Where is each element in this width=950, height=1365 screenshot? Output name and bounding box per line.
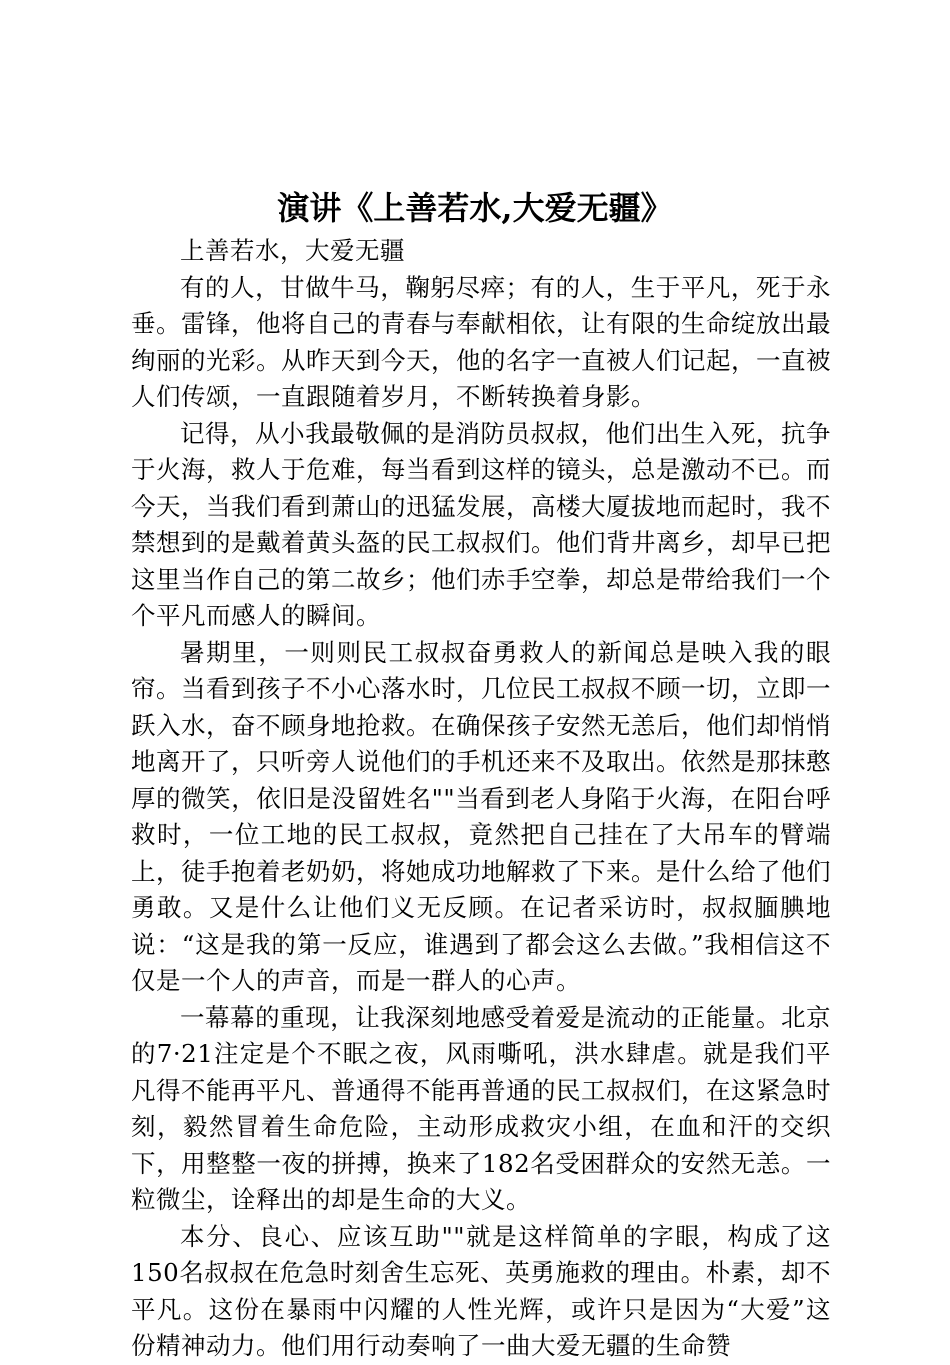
- paragraph: 有的人，甘做牛马，鞠躬尽瘁；有的人，生于平凡，死于永垂。雷锋，他将自己的青春与奉献相依，让有限的生命绽放出最绚丽的光彩。从昨天到今天，他的名字一直被人们记起，一直被人们传颂，一直跟随着岁月，不断转换着身影。: [131, 272, 831, 411]
- paragraph-subtitle: 上善若水，大爱无疆: [180, 236, 405, 265]
- document-title: 演讲《上善若水,大爱无疆》: [277, 189, 673, 227]
- paragraph: 记得，从小我最敬佩的是消防员叔叔，他们出生入死，抗争于火海，救人于危难，每当看到这样的镜头，总是激动不已。而今天，当我们看到萧山的迅猛发展，高楼大厦拔地而起时，我不禁想到的是戴着黄头盔的民工叔叔们。他们背井离乡，却早已把这里当作自己的第二故乡；他们赤手空拳，却总是带给我们一个个平凡而感人的瞬间。: [131, 418, 831, 630]
- paragraph: 暑期里，一则则民工叔叔奋勇救人的新闻总是映入我的眼帘。当看到孩子不小心落水时，几位民工叔叔不顾一切，立即一跃入水，奋不顾身地抢救。在确保孩子安然无恙后，他们却悄悄地离开了，只听旁人说他们的手机还来不及取出。依然是那抹憨厚的微笑，依旧是没留姓名""当看到老人身陷于火海，在阳台呼救时，一位工地的民工叔叔，竟然把自己挂在了大吊车的臂端上，徒手抱着老奶奶，将她成功地解救了下来。是什么给了他们勇敢。又是什么让他们义无反顾。在记者采访时，叔叔腼腆地说：“这是我的第一反应，谁遇到了都会这么去做。”我相信这不仅是一个人的声音，而是一群人的心声。: [131, 637, 831, 995]
- document-body: [131, 233, 831, 1365]
- paragraph: 一幕幕的重现，让我深刻地感受着爱是流动的正能量。北京的7·21注定是个不眠之夜，风雨嘶吼，洪水肆虐。就是我们平凡得不能再平凡、普通得不能再普通的民工叔叔们，在这紧急时刻，毅然冒着生命危险，主动形成救灾小组，在血和汗的交织下，用整整一夜的拼搏，换来了182名受困群众的安然无恙。一粒微尘，诠释出的却是生命的大义。: [131, 1002, 831, 1214]
- paragraph: 本分、良心、应该互助""就是这样简单的字眼，构成了这150名叔叔在危急时刻舍生忘死、英勇施救的理由。朴素，却不平凡。这份在暴雨中闪耀的人性光辉，或许只是因为“大爱”这份精神动力。他们用行动奏响了一曲大爱无疆的生命赞: [131, 1221, 831, 1360]
